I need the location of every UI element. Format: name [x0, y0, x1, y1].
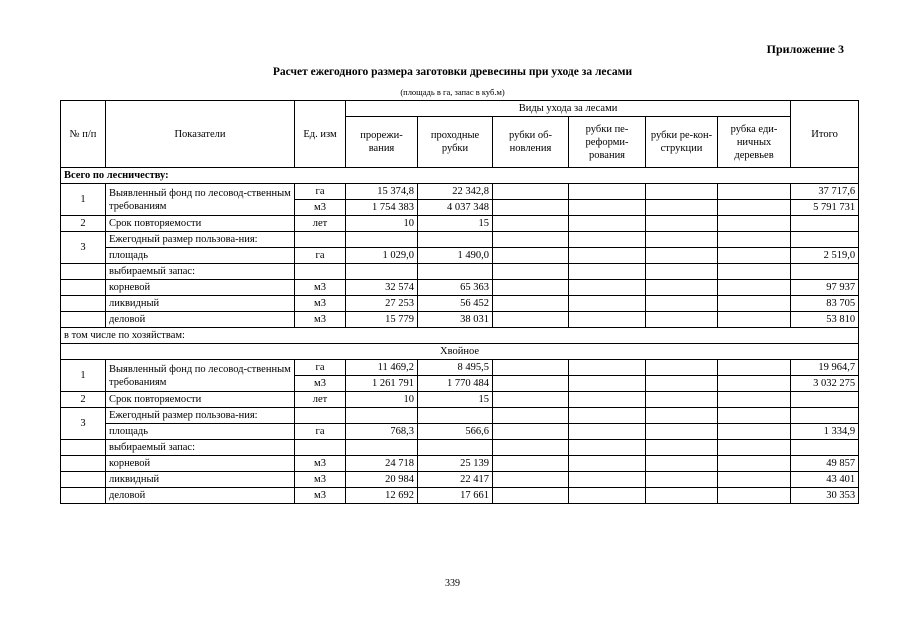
row-value: 566,6 [418, 424, 493, 440]
row-value [718, 424, 791, 440]
row-value [493, 280, 569, 296]
document-title: Расчет ежегодного размера заготовки древесины при уходе за лесами [272, 66, 633, 78]
row-value [418, 232, 493, 248]
row-value [718, 264, 791, 280]
row-value [718, 216, 791, 232]
row-value [646, 184, 718, 200]
row-value [569, 312, 646, 328]
row-value [493, 424, 569, 440]
row-value [569, 232, 646, 248]
row-value [646, 488, 718, 504]
row-value [646, 360, 718, 376]
table-row [61, 488, 859, 504]
header-type: рубки об-новления [493, 117, 569, 168]
row-value [493, 392, 569, 408]
row-label: Выявленный фонд по лесовод-ственным требованиям [106, 184, 295, 216]
row-total [791, 264, 859, 280]
row-label: Ежегодный размер пользова-ния: [106, 232, 295, 248]
row-value: 32 574 [346, 280, 418, 296]
header-type: прорежи-вания [346, 117, 418, 168]
row-value [718, 488, 791, 504]
row-value [646, 280, 718, 296]
row-value [346, 440, 418, 456]
row-unit: м3 [295, 472, 346, 488]
row-value [493, 184, 569, 200]
row-total: 3 032 275 [791, 376, 859, 392]
row-total: 37 717,6 [791, 184, 859, 200]
row-value [569, 392, 646, 408]
row-value [718, 392, 791, 408]
row-value [718, 456, 791, 472]
row-value: 22 342,8 [418, 184, 493, 200]
table-row [61, 216, 859, 232]
row-value [346, 264, 418, 280]
section-label: Всего по лесничеству: [61, 168, 859, 184]
document-subtitle: (площадь в га, запас в куб.м) [400, 87, 505, 97]
row-value: 10 [346, 392, 418, 408]
row-value [646, 296, 718, 312]
header-type: рубка еди-ничных деревьев [718, 117, 791, 168]
row-value [418, 440, 493, 456]
table-row [61, 472, 859, 488]
appendix-label: Приложение 3 [766, 42, 844, 56]
row-total: 97 937 [791, 280, 859, 296]
row-number [61, 264, 106, 280]
row-value [646, 408, 718, 424]
row-value [493, 216, 569, 232]
row-value [718, 248, 791, 264]
row-label: Срок повторяемости [106, 216, 295, 232]
section-row [61, 168, 859, 184]
table-row [61, 280, 859, 296]
row-value [569, 376, 646, 392]
row-value: 56 452 [418, 296, 493, 312]
row-value [493, 264, 569, 280]
table-row [61, 296, 859, 312]
row-value [646, 312, 718, 328]
row-total: 1 334,9 [791, 424, 859, 440]
row-value [646, 440, 718, 456]
table-row [61, 456, 859, 472]
row-unit: га [295, 184, 346, 200]
row-label: деловой [106, 312, 295, 328]
row-value [569, 360, 646, 376]
row-unit: м3 [295, 456, 346, 472]
row-unit: м3 [295, 376, 346, 392]
row-unit [295, 408, 346, 424]
row-value: 1 261 791 [346, 376, 418, 392]
row-value [718, 296, 791, 312]
row-value [646, 376, 718, 392]
row-unit: м3 [295, 296, 346, 312]
row-value [569, 200, 646, 216]
harvest-table [60, 100, 859, 504]
row-total: 5 791 731 [791, 200, 859, 216]
header-type: рубки пе-реформи-рования [569, 117, 646, 168]
row-value: 27 253 [346, 296, 418, 312]
row-total: 83 705 [791, 296, 859, 312]
row-number [61, 488, 106, 504]
header-group: Виды ухода за лесами [346, 101, 791, 117]
row-total: 2 519,0 [791, 248, 859, 264]
row-total [791, 216, 859, 232]
row-label: Ежегодный размер пользова-ния: [106, 408, 295, 424]
row-label: деловой [106, 488, 295, 504]
row-value: 8 495,5 [418, 360, 493, 376]
row-unit: м3 [295, 280, 346, 296]
row-value: 15 374,8 [346, 184, 418, 200]
row-total [791, 440, 859, 456]
row-value [493, 248, 569, 264]
row-value: 12 692 [346, 488, 418, 504]
row-value: 4 037 348 [418, 200, 493, 216]
row-value: 1 770 484 [418, 376, 493, 392]
header-num: № п/п [61, 101, 106, 168]
row-unit: лет [295, 216, 346, 232]
row-label: выбираемый запас: [106, 440, 295, 456]
row-value [569, 248, 646, 264]
row-value [569, 408, 646, 424]
row-value [569, 440, 646, 456]
table-row [61, 440, 859, 456]
row-total: 30 353 [791, 488, 859, 504]
row-value: 22 417 [418, 472, 493, 488]
row-value [646, 216, 718, 232]
row-number [61, 296, 106, 312]
row-value [718, 184, 791, 200]
row-value: 10 [346, 216, 418, 232]
row-total: 53 810 [791, 312, 859, 328]
row-total [791, 232, 859, 248]
row-value: 15 [418, 216, 493, 232]
row-value [569, 424, 646, 440]
header-type: рубки ре-кон-струкции [646, 117, 718, 168]
row-label: площадь [106, 424, 295, 440]
row-unit [295, 440, 346, 456]
row-value: 24 718 [346, 456, 418, 472]
row-value [718, 472, 791, 488]
row-total [791, 392, 859, 408]
row-value [646, 472, 718, 488]
row-value [418, 408, 493, 424]
section-label: в том числе по хозяйствам: [61, 328, 859, 344]
row-value [493, 408, 569, 424]
header-type: проходные рубки [418, 117, 493, 168]
row-value: 11 469,2 [346, 360, 418, 376]
table-row [61, 184, 859, 200]
header-unit: Ед. изм [295, 101, 346, 168]
row-number: 1 [61, 360, 106, 392]
row-value [646, 232, 718, 248]
row-number: 3 [61, 408, 106, 440]
row-value [718, 200, 791, 216]
row-value: 1 490,0 [418, 248, 493, 264]
row-number [61, 280, 106, 296]
row-unit: га [295, 424, 346, 440]
row-value [646, 264, 718, 280]
table-row [61, 392, 859, 408]
row-label: корневой [106, 456, 295, 472]
row-value [718, 312, 791, 328]
row-unit: га [295, 248, 346, 264]
row-value [718, 376, 791, 392]
row-label: корневой [106, 280, 295, 296]
row-value [646, 248, 718, 264]
page-number: 339 [445, 578, 460, 589]
row-value [569, 216, 646, 232]
row-total: 19 964,7 [791, 360, 859, 376]
row-total: 43 401 [791, 472, 859, 488]
row-value: 15 779 [346, 312, 418, 328]
row-unit: м3 [295, 312, 346, 328]
row-value [569, 472, 646, 488]
row-label: Выявленный фонд по лесовод-ственным требованиям [106, 360, 295, 392]
row-unit: лет [295, 392, 346, 408]
row-value [493, 312, 569, 328]
row-value [346, 408, 418, 424]
header-indicator: Показатели [106, 101, 295, 168]
table-row [61, 360, 859, 376]
header-total: Итого [791, 101, 859, 168]
row-number [61, 472, 106, 488]
row-label: площадь [106, 248, 295, 264]
section-row [61, 328, 859, 344]
table-body [61, 168, 859, 504]
row-number: 2 [61, 216, 106, 232]
row-unit [295, 264, 346, 280]
row-value: 17 661 [418, 488, 493, 504]
table-row [61, 424, 859, 440]
row-value [569, 184, 646, 200]
row-value [569, 456, 646, 472]
row-value [493, 232, 569, 248]
group-label: Хвойное [61, 344, 859, 360]
row-value [493, 360, 569, 376]
row-value: 1 029,0 [346, 248, 418, 264]
table-header [61, 101, 859, 168]
row-value [346, 232, 418, 248]
table-row [61, 312, 859, 328]
row-number: 1 [61, 184, 106, 216]
row-value [493, 296, 569, 312]
row-total [791, 408, 859, 424]
row-value: 25 139 [418, 456, 493, 472]
row-label: ликвидный [106, 472, 295, 488]
row-number: 2 [61, 392, 106, 408]
row-value [646, 424, 718, 440]
row-value [646, 456, 718, 472]
row-label: ликвидный [106, 296, 295, 312]
row-value [493, 488, 569, 504]
row-value [493, 440, 569, 456]
row-label: Срок повторяемости [106, 392, 295, 408]
row-value [646, 392, 718, 408]
table-row [61, 408, 859, 424]
row-value: 65 363 [418, 280, 493, 296]
row-value [493, 472, 569, 488]
table-row [61, 264, 859, 280]
row-value [646, 200, 718, 216]
row-number [61, 456, 106, 472]
table-row [61, 248, 859, 264]
row-value [493, 376, 569, 392]
row-unit [295, 232, 346, 248]
row-value: 1 754 383 [346, 200, 418, 216]
row-number [61, 440, 106, 456]
row-value: 38 031 [418, 312, 493, 328]
row-value [569, 296, 646, 312]
row-value [718, 440, 791, 456]
row-total: 49 857 [791, 456, 859, 472]
row-number [61, 312, 106, 328]
row-value: 768,3 [346, 424, 418, 440]
table-row [61, 232, 859, 248]
row-unit: га [295, 360, 346, 376]
row-value [718, 408, 791, 424]
row-value [718, 232, 791, 248]
row-value: 20 984 [346, 472, 418, 488]
row-value [569, 280, 646, 296]
row-value [718, 360, 791, 376]
row-value [493, 456, 569, 472]
row-value: 15 [418, 392, 493, 408]
row-value [569, 264, 646, 280]
row-number: 3 [61, 232, 106, 264]
row-label: выбираемый запас: [106, 264, 295, 280]
row-value [493, 200, 569, 216]
row-value [418, 264, 493, 280]
group-row [61, 344, 859, 360]
row-value [569, 488, 646, 504]
row-value [718, 280, 791, 296]
row-unit: м3 [295, 200, 346, 216]
row-unit: м3 [295, 488, 346, 504]
